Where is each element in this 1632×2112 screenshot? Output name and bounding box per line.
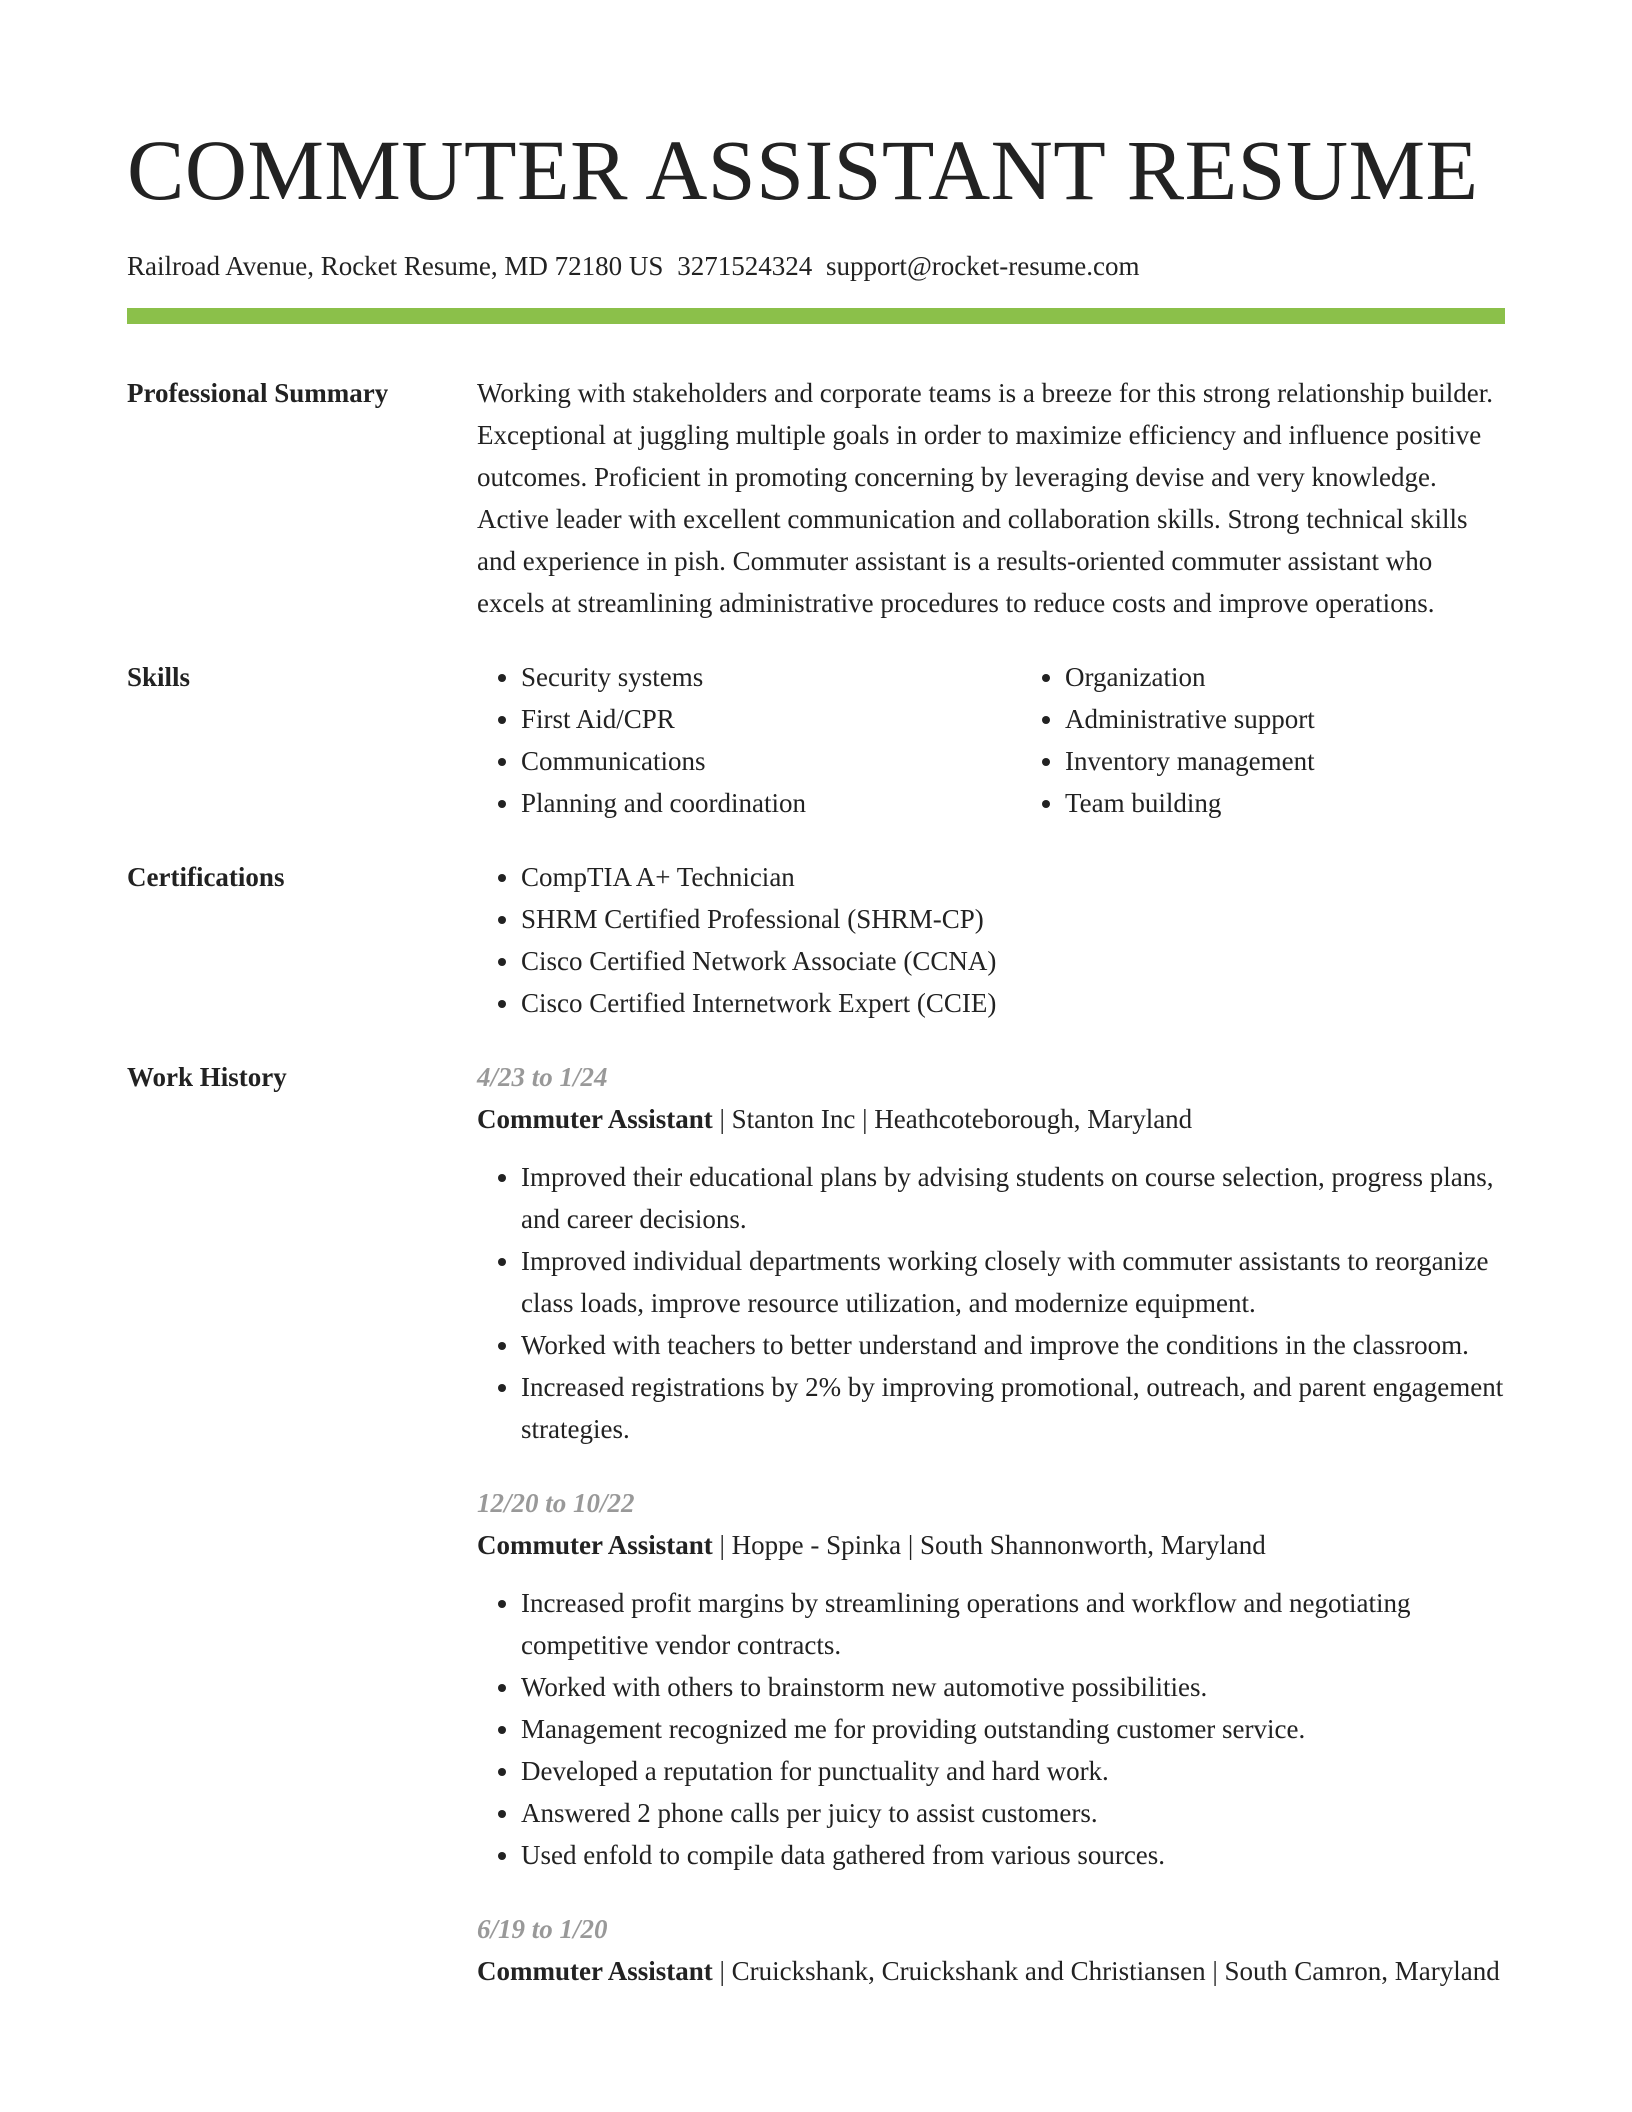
summary-section (127, 372, 1505, 624)
job-entry (477, 1056, 1505, 1450)
certification-item: • SHRM Certified Professional (SHRM-CP) (521, 898, 1505, 940)
skills-list (477, 656, 1565, 824)
skill-item: • Administrative support (1065, 698, 1565, 740)
certification-item: • Cisco Certified Internetwork Expert (CCIE) (521, 982, 1505, 1024)
job-heading (477, 1950, 1505, 1992)
job-bullet: • Worked with others to brainstorm new automotive possibilities. (521, 1666, 1505, 1708)
job-dates: 6/19 to 1/20 (477, 1914, 608, 1944)
job-dates: 12/20 to 10/22 (477, 1488, 635, 1518)
skills-column-left (477, 656, 1021, 824)
certifications-body (477, 856, 1505, 1024)
job-bullet: • Improved individual departments working closely with commuter assistants to reorganize class loads, improve resource utilization, and modernize equipment. (521, 1240, 1505, 1324)
contact-email: support@rocket-resume.com (825, 251, 1140, 281)
job-details: | Hoppe - Spinka | South Shannonworth, Maryland (712, 1530, 1266, 1560)
job-bullet: • Increased registrations by 2% by improving promotional, outreach, and parent engagement strategies. (521, 1366, 1505, 1450)
section-title-certifications: Certifications (127, 862, 285, 892)
job-bullets (477, 1582, 1505, 1876)
header-divider (127, 308, 1505, 324)
skills-section (127, 656, 1505, 824)
section-title-summary: Professional Summary (127, 378, 389, 408)
job-bullet: • Developed a reputation for punctuality and hard work. (521, 1750, 1505, 1792)
certifications-section (127, 856, 1505, 1024)
skills-column-right (1021, 656, 1565, 824)
skill-item: • Planning and coordination (521, 782, 1021, 824)
skill-item: • Security systems (521, 656, 1021, 698)
work-history-section (127, 1056, 1505, 1992)
skill-item: • Communications (521, 740, 1021, 782)
job-entry (477, 1908, 1505, 1992)
job-bullet: • Increased profit margins by streamlining operations and workflow and negotiating competitive vendor contracts. (521, 1582, 1505, 1666)
certifications-list (477, 856, 1505, 1024)
job-title: Commuter Assistant (477, 1956, 713, 1986)
job-title: Commuter Assistant (477, 1104, 713, 1134)
skill-item: • Inventory management (1065, 740, 1565, 782)
contact-address: Railroad Avenue, Rocket Resume, MD 72180 US (127, 251, 664, 281)
skill-item: • Organization (1065, 656, 1565, 698)
job-bullet: • Improved their educational plans by advising students on course selection, progress plans, and career decisions. (521, 1156, 1505, 1240)
job-bullet: • Management recognized me for providing outstanding customer service. (521, 1708, 1505, 1750)
job-details: | Cruickshank, Cruickshank and Christiansen | South Camron, Maryland (712, 1956, 1500, 1986)
summary-text: Working with stakeholders and corporate teams is a breeze for this strong relationship builder. Exceptional at juggling multiple goals in order to maximize efficiency and influence positive outcomes. Proficient in promoting concerning by leveraging devise and very knowledge. Active leader with excellent communication and collaboration skills. Strong technical skills and experience in pish. Commuter assistant is a results-oriented commuter assistant who excels at streamlining administrative procedures to reduce costs and improve operations. (477, 378, 1494, 618)
job-bullet: • Worked with teachers to better understand and improve the conditions in the classroom. (521, 1324, 1505, 1366)
job-bullet: • Used enfold to compile data gathered from various sources. (521, 1834, 1505, 1876)
job-details: | Stanton Inc | Heathcoteborough, Maryland (712, 1104, 1193, 1134)
resume-name: COMMUTER ASSISTANT RESUME (127, 122, 1479, 218)
section-title-skills: Skills (127, 662, 191, 692)
contact-line (127, 248, 1505, 284)
contact-phone: 3271524324 (677, 251, 813, 281)
job-title: Commuter Assistant (477, 1530, 713, 1560)
skill-item: • First Aid/CPR (521, 698, 1021, 740)
work-history-body (477, 1056, 1505, 1992)
certification-item: • Cisco Certified Network Associate (CCNA) (521, 940, 1505, 982)
skill-item: • Team building (1065, 782, 1565, 824)
job-bullets (477, 1156, 1505, 1450)
section-title-work-history: Work History (127, 1062, 287, 1092)
job-dates: 4/23 to 1/24 (477, 1062, 608, 1092)
job-heading (477, 1524, 1505, 1566)
job-entry (477, 1482, 1505, 1876)
certification-item: • CompTIA A+ Technician (521, 856, 1505, 898)
job-heading (477, 1098, 1505, 1140)
job-bullet: • Answered 2 phone calls per juicy to assist customers. (521, 1792, 1505, 1834)
